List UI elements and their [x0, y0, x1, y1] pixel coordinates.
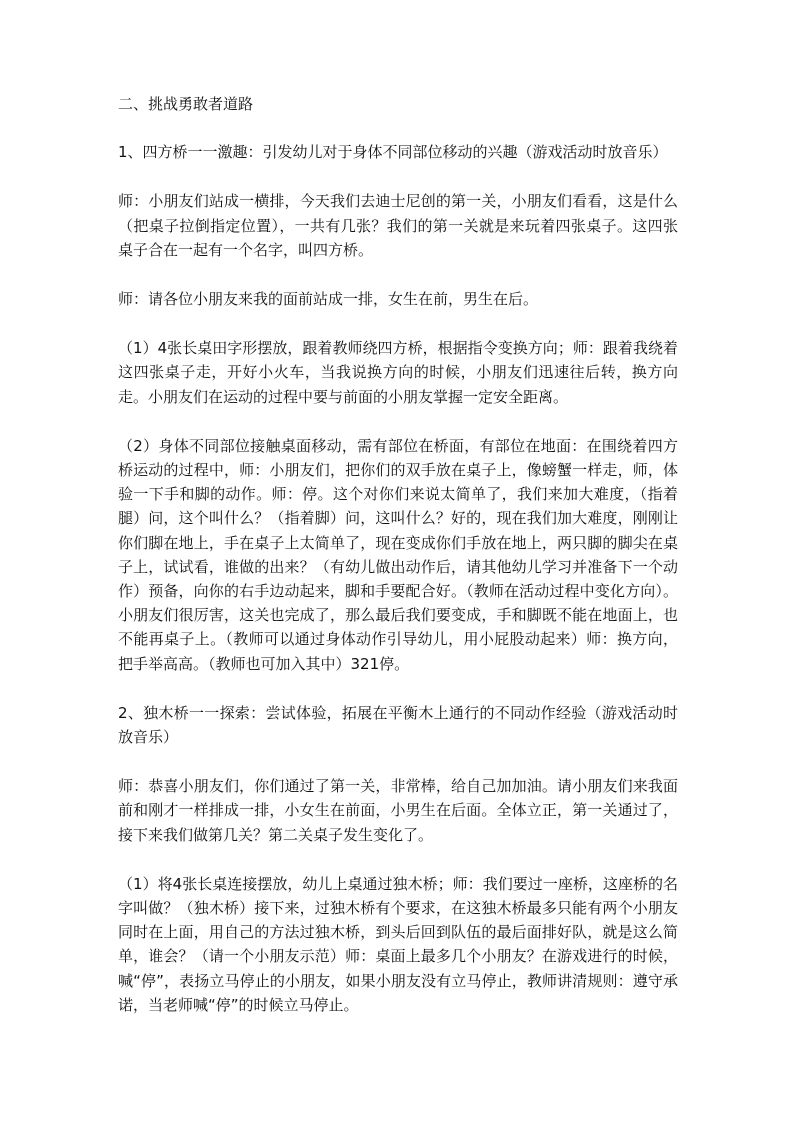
paragraph-line-up: 师：请各位小朋友来我的面前站成一排，女生在前，男生在后。: [118, 290, 539, 309]
paragraph-congrats: 师：恭喜小朋友们，你们通过了第一关，非常棒，给自己加加油。请小朋友们来我面前和刚才一样排成一排，小女生在前面，小男生在后面。全体立正，第一关通过了，接下来我们做第几关？第二关桌子发生变化了。: [118, 777, 678, 844]
paragraph-teacher-intro: 师：小朋友们站成一横排，今天我们去迪士尼创的第一关，小朋友们看看，这是什么（把桌子拉倒指定位置），一共有几张？我们的第一关就是来玩着四张桌子。这四张桌子合在一起有一个名字，叫四方桥。: [118, 192, 678, 259]
paragraph-activity-1-title: 1、四方桥一一激趣：引发幼儿对于身体不同部位移动的兴趣（游戏活动时放音乐）: [118, 143, 668, 162]
section-title: 二、挑战勇敢者道路: [118, 95, 254, 113]
paragraph-step-1: （1）4张长桌田字形摆放，跟着教师绕四方桥，根据指令变换方向；师：跟着我绕着这四张桌子走，开好小火车，当我说换方向的时候，小朋友们迅速往后转，换方向走。小朋友们在运动的过程中要与前面的小朋友掌握一定安全距离。: [118, 339, 678, 406]
paragraph-activity-2-title: 2、独木桥一一探索：尝试体验，拓展在平衡木上通行的不同动作经验（游戏活动时放音乐）: [118, 703, 678, 747]
document-page: [118, 92, 678, 1042]
paragraph-step-2: （2）身体不同部位接触桌面移动，需有部位在桥面，有部位在地面：在围绕着四方桥运动的过程中，师：小朋友们，把你们的双手放在桌子上，像螃蟹一样走，师，体验一下手和脚的动作。师：停。这个对你们来说太简单了，我们来加大难度，（指着腿）问，这个叫什么？（指着脚）问，这叫什么？好的，现在我们加大难度，刚刚让你们脚在地上，手在桌子上太简单了，现在变成你们手放在地上，两只脚的脚尖在桌子上，试试看，谁做的出来？（有幼儿做出动作后，请其他幼儿学习并准备下一个动作）预备，向你的右手边动起来，脚和手要配合好。（教师在活动过程中变化方向）。小朋友们很厉害，这关也完成了，那么最后我们要变成，手和脚既不能在地面上，也不能再桌子上。（教师可以通过身体动作引导幼儿，用小屁股动起来）师：换方向，把手举高高。（教师也可加入其中）321停。: [118, 436, 678, 673]
paragraph-balance-beam: （1）将4张长桌连接摆放，幼儿上桌通过独木桥；师：我们要过一座桥，这座桥的名字叫做？（独木桥）接下来，过独木桥有个要求，在这独木桥最多只能有两个小朋友同时在上面，用自己的方法过独木桥，到头后回到队伍的最后面排好队，就是这么简单，谁会？（请一个小朋友示范）师：桌面上最多几个小朋友？在游戏进行的时候，喊“停”，表扬立马停止的小朋友，如果小朋友没有立马停止，教师讲清规则：遵守承诺，当老师喊“停”的时候立马停止。: [118, 874, 678, 1014]
